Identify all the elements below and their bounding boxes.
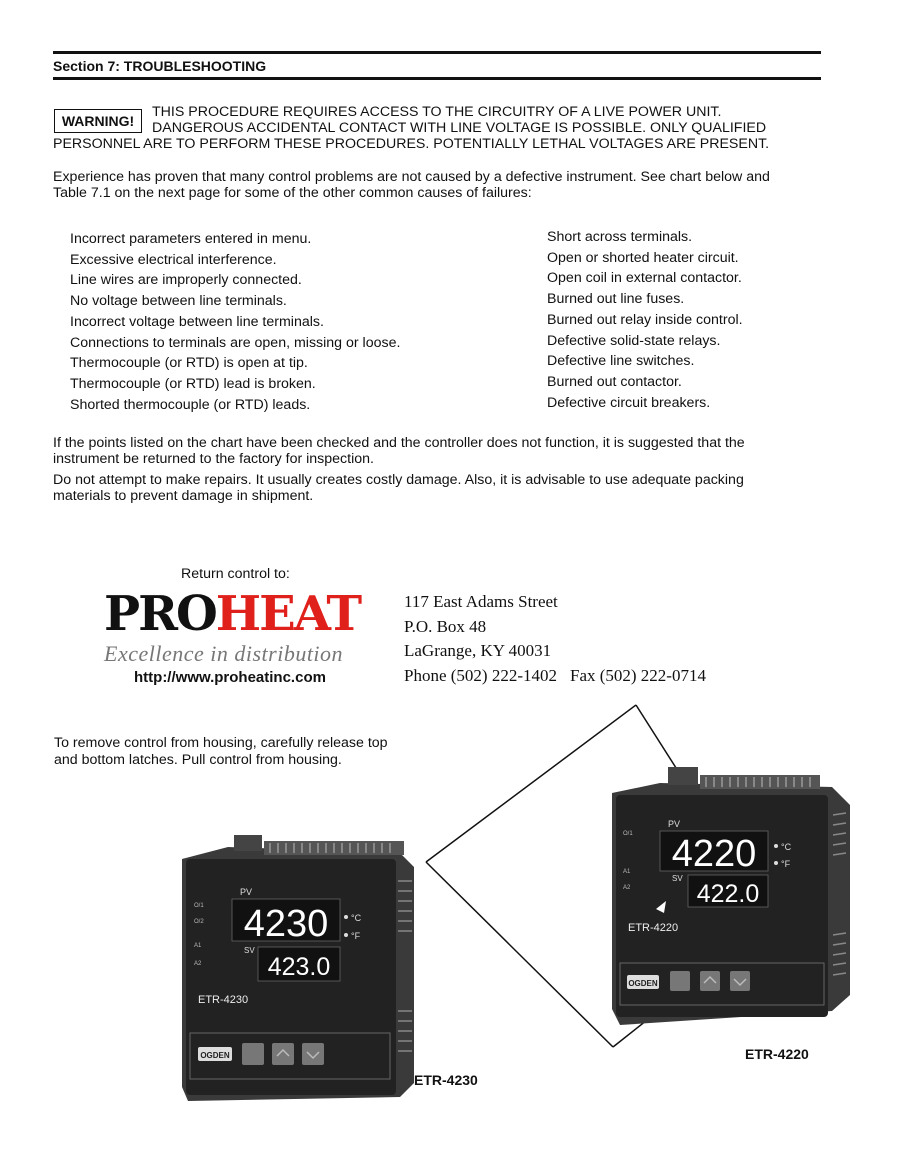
- repair-line-2: materials to prevent damage in shipment.: [53, 488, 314, 504]
- controller-etr-4220: [612, 767, 850, 1025]
- pv-label: PV: [240, 887, 253, 897]
- logo-tagline: Excellence in distribution: [104, 641, 344, 666]
- address-city: LaGrange, KY 40031: [404, 641, 552, 660]
- pv-readout: 4220: [671, 833, 757, 875]
- removal-line-1: To remove control from housing, carefully release top: [54, 735, 388, 751]
- controller-illustration: [0, 695, 900, 1165]
- repair-paragraph: [53, 472, 823, 504]
- address-street: 117 East Adams Street: [404, 592, 558, 611]
- unit-led: [344, 915, 348, 919]
- return-label: Return control to:: [181, 566, 290, 582]
- indicator-label: A1: [623, 869, 631, 875]
- brand-label: OGDEN: [628, 979, 658, 988]
- model-caption-etr-4220: ETR-4220: [745, 1046, 809, 1062]
- indicator-label: A2: [623, 885, 631, 891]
- callout-line: [426, 862, 613, 1047]
- logo-wordmark: [104, 588, 360, 640]
- model-plate: ETR-4220: [628, 922, 679, 934]
- unit-celsius: °C: [351, 913, 362, 923]
- unit-celsius: °C: [781, 842, 792, 852]
- indicator-label: O/1: [194, 903, 204, 909]
- list-item: Incorrect parameters entered in menu.: [70, 231, 312, 247]
- list-item: Thermocouple (or RTD) is open at tip.: [70, 355, 308, 372]
- down-key[interactable]: [730, 971, 750, 991]
- causes-left-list: [70, 229, 400, 415]
- address-po-box: P.O. Box 48: [404, 616, 487, 636]
- company-url[interactable]: http://www.proheatinc.com: [134, 669, 326, 686]
- intro-line-2: Table 7.1 on the next page for some of the other common causes of failures:: [53, 185, 532, 201]
- unit-led: [344, 933, 348, 937]
- unit-led: [774, 861, 778, 865]
- warning-line-3: PERSONNEL ARE TO PERFORM THESE PROCEDURES. POTENTIALLY LETHAL VOLTAGES ARE PRESENT.: [53, 136, 770, 152]
- address-fax: Fax (502) 222-0714: [569, 665, 706, 685]
- return-line-2: instrument be returned to the factory for inspection.: [53, 451, 374, 467]
- callout-line: [426, 705, 636, 862]
- repair-line-1: Do not attempt to make repairs. It usually creates costly damage. Also, it is advisable to use adequate packing: [53, 472, 744, 488]
- list-item: Burned out contactor.: [547, 373, 682, 390]
- indicator-label: A1: [194, 943, 202, 949]
- unit-fahrenheit: °F: [781, 859, 791, 869]
- causes-right-list: [547, 227, 743, 413]
- indicator-label: O/1: [623, 831, 633, 837]
- list-item: Defective solid-state relays.: [547, 332, 721, 349]
- sv-readout: 423.0: [267, 953, 331, 981]
- list-item: Defective circuit breakers.: [547, 394, 711, 411]
- up-key[interactable]: [700, 971, 720, 991]
- section-rule: [53, 77, 821, 80]
- list-item: Line wires are improperly connected.: [70, 272, 302, 289]
- company-address: [404, 590, 706, 688]
- sv-label: SV: [672, 874, 683, 883]
- list-item: No voltage between line terminals.: [70, 293, 287, 310]
- mode-key[interactable]: [670, 971, 690, 991]
- list-item: Open coil in external contactor.: [547, 270, 742, 287]
- unit-fahrenheit: °F: [351, 931, 361, 941]
- brand-label: OGDEN: [200, 1051, 230, 1060]
- logo-pro: PRO: [104, 586, 216, 642]
- list-item: Connections to terminals are open, missing or loose.: [70, 334, 401, 351]
- list-item: Short across terminals.: [547, 229, 693, 245]
- return-paragraph: [53, 435, 823, 467]
- logo-heat: HEAT: [215, 586, 361, 642]
- list-item: Burned out relay inside control.: [547, 311, 743, 328]
- pv-readout: 4230: [243, 903, 329, 945]
- unit-led: [774, 844, 778, 848]
- up-key[interactable]: [272, 1043, 294, 1065]
- intro-paragraph: [53, 169, 823, 201]
- model-plate: ETR-4230: [198, 994, 249, 1006]
- mode-key[interactable]: [242, 1043, 264, 1065]
- section-title: Section 7: TROUBLESHOOTING: [53, 58, 267, 74]
- list-item: Shorted thermocouple (or RTD) leads.: [70, 396, 311, 413]
- indicator-label: A2: [194, 961, 202, 967]
- list-item: Incorrect voltage between line terminals.: [70, 313, 324, 330]
- intro-line-1: Experience has proven that many control problems are not caused by a defective instrument. See chart below and: [53, 169, 770, 185]
- warning-line-2: DANGEROUS ACCIDENTAL CONTACT WITH LINE VOLTAGE IS POSSIBLE. ONLY QUALIFIED: [152, 120, 767, 136]
- list-item: Open or shorted heater circuit.: [547, 249, 739, 266]
- sv-readout: 422.0: [696, 880, 760, 908]
- warning-text: [53, 104, 843, 152]
- controller-etr-4230: [182, 835, 414, 1101]
- warning-label: WARNING!: [54, 109, 142, 133]
- return-line-1: If the points listed on the chart have been checked and the controller does not function, it is suggested that the: [53, 435, 745, 451]
- list-item: Excessive electrical interference.: [70, 251, 277, 268]
- latch-clip: [234, 835, 262, 851]
- top-rule: [53, 51, 821, 54]
- down-key[interactable]: [302, 1043, 324, 1065]
- address-phone: Phone (502) 222-1402: [404, 665, 557, 685]
- model-caption-etr-4230: ETR-4230: [414, 1072, 478, 1088]
- list-item: Thermocouple (or RTD) lead is broken.: [70, 375, 316, 392]
- list-item: Defective line switches.: [547, 353, 695, 370]
- indicator-label: O/2: [194, 919, 204, 925]
- proheat-logo: [104, 588, 384, 693]
- sv-label: SV: [244, 946, 255, 955]
- pv-label: PV: [668, 819, 681, 829]
- removal-line-2: and bottom latches. Pull control from housing.: [54, 752, 342, 768]
- latch-clip: [668, 767, 698, 785]
- warning-line-1: THIS PROCEDURE REQUIRES ACCESS TO THE CIRCUITRY OF A LIVE POWER UNIT.: [152, 104, 722, 120]
- list-item: Burned out line fuses.: [547, 291, 685, 308]
- callout-line: [636, 705, 678, 771]
